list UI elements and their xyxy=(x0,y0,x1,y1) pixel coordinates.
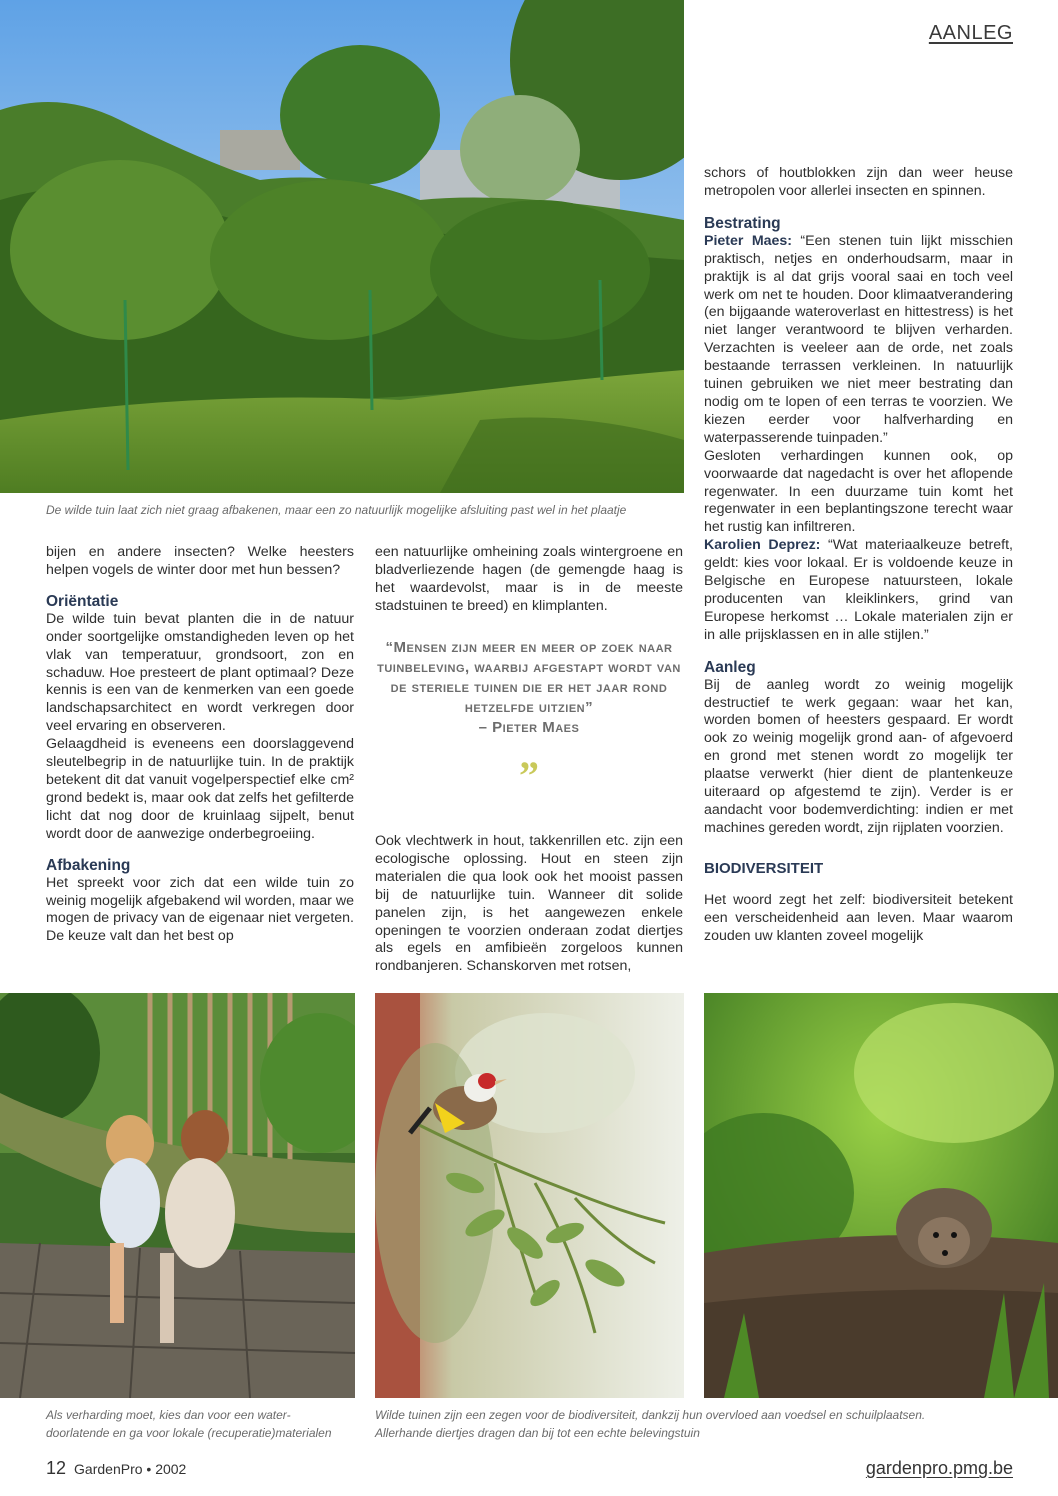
photo-wild-garden-hedge xyxy=(0,0,684,493)
paragraph-omheining: een natuurlijke omheining zoals wintergroene en bladverliezende hagen (de gemengde haag is het waardevolst, maar is in de meeste stadstuinen te breed) en klimplanten. xyxy=(375,544,683,614)
paragraph-gelaagdheid: Gelaagdheid is eveneens een doorslaggevend sleutelbegrip in de natuurlijke tuin. In de praktijk betekent dit dat vanuit vogelperspectief elke cm² grond bedekt is, maar ook dat zelfs het gefilterde licht dat nog door de kruinlaag sijpelt, benut wordt door de aanwezige onderbegroeiing. xyxy=(46,736,354,842)
heading-aanleg: Aanleg xyxy=(704,658,756,676)
paragraph-aanleg: Bij de aanleg wordt zo weinig mogelijk destructief te werk gegaan: waar het kan, worden bomen of heesters gespaard. Er wordt ook zo weinig mogelijk grond aan- of afgevoerd en grond met stenen wordt zo mogelijk ter plaatse verwerkt (hier dient de plantenkeuze uiteraard op afgestemd te zijn). Verder is er aandacht voor bodemverdichting: indien er met machines gereden wordt, zijn rijplaten voorzien. xyxy=(704,676,1013,836)
magazine-name: GardenPro • 2002 xyxy=(74,1461,187,1477)
caption-bottom-right-line-2: Allerhande diertjes dragen dan bij tot een echte belevingstuin xyxy=(375,1426,700,1440)
footer-url-link[interactable]: gardenpro.pmg.be xyxy=(865,1458,1013,1478)
speaker-karolien-deprez: Karolien Deprez: xyxy=(704,537,821,554)
quote-karolien-deprez: “Wat materiaalkeuze betreft, geldt: kies voor lokaal. Er is voldoende keuze in Belgische en Europese natuursteen, lokale producenten van kleiklinkers, grind van Europese herkomst … Lokale materialen zijn er in alle prijsklassen en in alle stijlen.” xyxy=(704,537,1013,643)
photo-hedgehog xyxy=(704,993,1058,1398)
paragraph-vlechtwerk: Ook vlechtwerk in hout, takkenrillen etc. zijn een ecologische oplossing. Hout en steen zijn materialen die qua look ook het mooist passen bij de natuurlijke tuin. Wanneer dit solide panelen zijn, is het aangewezen enkele openingen te voorzien onderaan zodat diertjes als egels en amfibieën zorgeloos kunnen rondbanjeren. Schanskorven met rotsen, xyxy=(375,833,683,975)
caption-bottom-right xyxy=(375,1406,1015,1442)
quote-pieter-maes: “Een stenen tuin lijkt misschien praktisch, netjes en onderhoudsarm, maar in praktijk is al dat grijs vooral saai en toch veel werk om net te houden. Door klimaatverandering (en bijgaande wateroverlast en hittestress) is het niet langer verantwoord te blijven verharden. Verzachten is veeleer aan de orde, net zoals bestaande terrassen verkleinen. In natuurlijk tuinen gebruiken we niet meer bestrating dan nodig om te lopen of een terras te voorzien. We kiezen eerder voor halfverharding en waterpasserende tuinpaden.” xyxy=(704,232,1014,446)
paragraph-orientatie: De wilde tuin bevat planten die in de natuur onder soortgelijke omstandigheden leven op het vlak van temperatuur, grondsoort, zon en schaduw. Hoe presteert de plant optimaal? Deze kennis is een van de kenmerken van een goede landschapsarchitect en wordt verkregen door veel ervaring en observeren. xyxy=(46,610,354,735)
speaker-pieter-maes: Pieter Maes: xyxy=(704,232,793,249)
footer-left xyxy=(46,1458,186,1479)
caption-bottom-left-line-1: Als verharding moet, kies dan voor een water- xyxy=(46,1408,291,1422)
quote-mark-icon: ” xyxy=(519,753,539,798)
caption-bottom-right-line-1: Wilde tuinen zijn een zegen voor de biodiversiteit, dankzij hun overvloed aan voedsel en schuilplaatsen. xyxy=(375,1408,926,1422)
pull-quote xyxy=(375,638,683,796)
pull-quote-text: “Mensen zijn meer en meer op zoek naar tuinbeleving, waarbij afgestapt wordt van de steriele tuinen die er het jaar rond hetzelfde uitzien” xyxy=(377,639,681,716)
heading-orientatie: Oriëntatie xyxy=(46,592,119,610)
caption-bottom-left xyxy=(46,1406,366,1442)
paragraph-schors: schors of houtblokken zijn dan weer heuse metropolen voor allerlei insecten en spinnen. xyxy=(704,165,1013,199)
column-1 xyxy=(46,544,354,946)
paragraph-biodiversiteit: Het woord zegt het zelf: biodiversiteit betekent een verscheidenheid aan leven. Maar waarom zouden uw klanten zoveel mogelijk xyxy=(704,891,1013,944)
page-number: 12 xyxy=(46,1458,67,1478)
photo-goldfinch xyxy=(375,993,684,1398)
column-2 xyxy=(375,544,683,616)
paragraph-intro-continued: bijen en andere insecten? Welke heesters helpen vogels de winter door met hun bessen? xyxy=(46,544,354,578)
heading-bestrating: Bestrating xyxy=(704,214,781,232)
pull-quote-author: – Pieter Maes xyxy=(478,719,580,736)
caption-bottom-left-line-2: doorlatende en ga voor lokale (recuperatie)materialen xyxy=(46,1426,332,1440)
paragraph-pieter-maes xyxy=(704,233,1013,448)
section-tag: AANLEG xyxy=(928,22,1013,44)
heading-biodiversiteit: BIODIVERSITEIT xyxy=(704,859,824,877)
column-3 xyxy=(704,165,1013,945)
heading-afbakening: Afbakening xyxy=(46,856,131,874)
paragraph-gesloten-verhardingen: Gesloten verhardingen kunnen ook, op voorwaarde dat nagedacht is over het aflopende regenwater. In een duurzame tuin komt het regenwater in een beplantingszone terecht waar het rustig kan infiltreren. xyxy=(704,447,1013,536)
paragraph-karolien-deprez xyxy=(704,537,1013,644)
photo-children-hammock xyxy=(0,993,355,1398)
caption-top-photo: De wilde tuin laat zich niet graag afbakenen, maar een zo natuurlijk mogelijke afsluiting past wel in het plaatje xyxy=(46,503,627,517)
paragraph-afbakening: Het spreekt voor zich dat een wilde tuin zo weinig mogelijk afgebakend wil worden, maar we mogen de privacy van de eigenaar niet vergeten. De keuze valt dan het best op xyxy=(46,874,354,945)
column-2-lower xyxy=(375,833,683,976)
